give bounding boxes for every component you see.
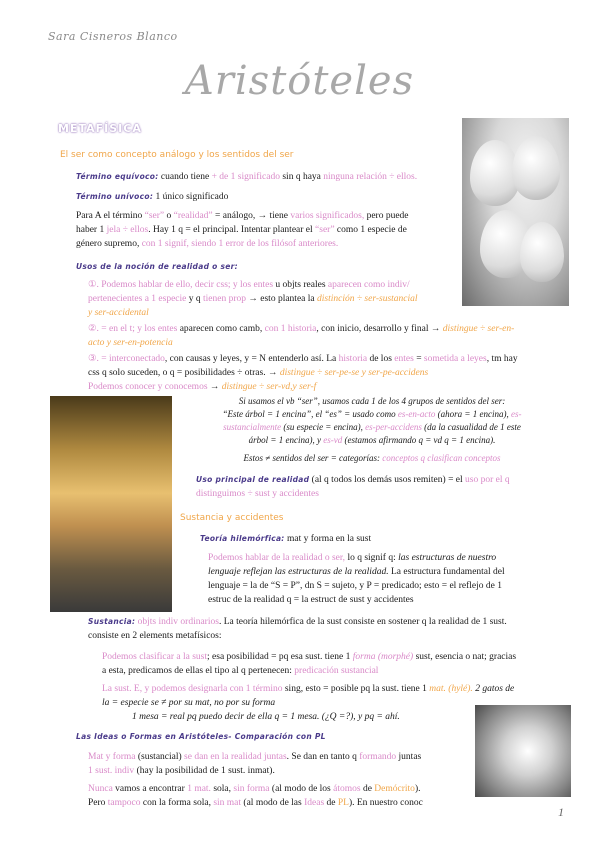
- text: uso por el q: [465, 475, 510, 485]
- uso-1: [88, 278, 460, 320]
- text: Pero: [88, 798, 108, 808]
- text: lenguaje reflejan las estructuras de la realidad.: [208, 567, 389, 577]
- text: de: [360, 784, 375, 794]
- text: La estructura fundamental del: [388, 567, 505, 577]
- text: (al q todos los demás usos remiten) = el: [309, 475, 466, 485]
- nunca-paragraph: [88, 782, 468, 810]
- subheading-sustancia: Sustancia y accidentes: [180, 513, 284, 523]
- text: 2 gatos de: [472, 684, 515, 694]
- text: pero puede: [364, 211, 409, 221]
- text: Estos ≠ sentidos del ser = categorías:: [243, 453, 383, 463]
- text: entes: [157, 324, 178, 334]
- forest-road-photo: [50, 396, 172, 612]
- equivoco-line: [76, 170, 417, 184]
- text: “Este árbol = 1 encina”, el “es” = usado como: [222, 409, 398, 419]
- text: Podemos hablar de la realidad o ser,: [208, 553, 346, 563]
- designar-paragraph: [102, 682, 564, 724]
- text: Mat y forma: [88, 752, 136, 762]
- uso-2: [88, 322, 568, 350]
- text: (da la casualidad de 1 este: [421, 422, 521, 432]
- text: sing, esto = posible pq la sust. tiene 1: [282, 684, 430, 694]
- text: ②. = en el t; y los: [88, 324, 158, 334]
- text: mat y forma en la sust: [284, 534, 372, 544]
- text: es-: [510, 409, 522, 419]
- text: vamos a encontrar: [112, 784, 188, 794]
- text: como 1 especie de: [334, 225, 407, 235]
- text: distingue ÷ ser-pe-se y ser-pe-accidens: [279, 368, 429, 378]
- text: sometida a leyes: [423, 354, 487, 364]
- text: género supremo,: [76, 239, 142, 249]
- text: u objts reales: [273, 280, 328, 290]
- text: Para A el término: [76, 211, 145, 221]
- text: 1 mat.: [187, 784, 211, 794]
- text: pertenecientes a 1 especie: [88, 294, 187, 304]
- text: →: [207, 382, 222, 392]
- text: jela ÷ ellos: [106, 225, 149, 235]
- text: árbol = 1 encina), y: [248, 435, 324, 445]
- text: distinción ÷ ser-sustancial: [316, 294, 418, 304]
- text: conceptos q clasifican conceptos: [382, 453, 501, 463]
- section-heading: METAFÍSICA: [58, 122, 142, 135]
- equivoco-label: Término equívoco:: [76, 172, 159, 181]
- text: Podemos conocer y conocemos: [88, 382, 208, 392]
- text: sola,: [210, 784, 234, 794]
- text: (sustancial): [135, 752, 185, 762]
- text: distinguimos ÷ sust y accidentes: [196, 489, 319, 499]
- text: ).: [414, 784, 421, 794]
- text: Podemos clasificar a la sust: [102, 652, 208, 662]
- text: entes: [394, 354, 414, 364]
- text: o: [164, 211, 174, 221]
- text: objts indiv ordinarios: [135, 617, 219, 627]
- text: tampoco: [107, 798, 141, 808]
- text: entes: [253, 280, 274, 290]
- subheading-sentidos: El ser como concepto análogo y los sentidos del ser: [60, 150, 294, 160]
- text: juntas: [396, 752, 422, 762]
- text: ③. = interconectado: [88, 354, 165, 364]
- text: varios significados,: [290, 211, 365, 221]
- text: 1 mesa = real pq puedo decir de ella q = 1 mesa. (¿Q =?), y pq = ahí.: [132, 712, 400, 722]
- text: las estructuras de nuestro: [398, 553, 497, 563]
- text: a esta, predicamos de ellas el tipo al q pertenecen:: [102, 666, 295, 676]
- text: ; esa posibilidad = pq esa sust. tiene 1: [207, 652, 353, 662]
- text: → esto plantea la: [246, 294, 317, 304]
- text: Demócrito: [374, 784, 415, 794]
- text: 1 único significado: [153, 192, 229, 202]
- text: de: [324, 798, 338, 808]
- uso-3: [88, 352, 568, 394]
- text: . Hay 1 q = el principal. Intentar plantear el: [148, 225, 316, 235]
- text: sin q haya: [279, 172, 324, 182]
- text: designarla con 1 término: [188, 684, 283, 694]
- text: consiste en 2 elements metafísicos:: [88, 631, 222, 641]
- text: se dan en la realidad juntas: [184, 752, 287, 762]
- summary-block: [182, 395, 562, 465]
- text: (ahora = 1 encina),: [435, 409, 511, 419]
- text: formando: [359, 752, 397, 762]
- sustancia-label: Sustancia:: [88, 617, 136, 626]
- text: distingue ÷ ser-en-: [442, 324, 515, 334]
- text: tienen prop: [203, 294, 247, 304]
- text: átomos: [333, 784, 361, 794]
- sustancia-paragraph: [88, 615, 562, 643]
- text: forma (morphé): [352, 652, 414, 662]
- text: PL: [337, 798, 349, 808]
- text: (al modo de los: [269, 784, 334, 794]
- text: historia: [338, 354, 368, 364]
- hilemorfica-paragraph: [208, 551, 560, 607]
- clasificar-paragraph: [102, 650, 564, 678]
- text: (al modo de las: [241, 798, 305, 808]
- text: aparecen como camb,: [177, 324, 265, 334]
- uso-principal-label: Uso principal de realidad: [196, 475, 310, 484]
- uso-principal: [196, 473, 558, 501]
- hilemorfica-line: [200, 532, 371, 546]
- text: es-vd: [323, 435, 343, 445]
- text: “realidad”: [173, 211, 213, 221]
- text: aparecen como indiv/: [327, 280, 410, 290]
- text: cuando tiene: [160, 172, 212, 182]
- text: . Se dan en tanto q: [286, 752, 360, 762]
- text: es-per-accidens: [365, 422, 422, 432]
- text: sin forma: [233, 784, 270, 794]
- text: =: [413, 354, 424, 364]
- text: “ser”: [144, 211, 165, 221]
- text: es-en-acto: [397, 409, 436, 419]
- matforma-paragraph: [88, 750, 460, 778]
- text: . La teoría hilemórfica de la sust consiste en sostener q la realidad de 1 sust.: [218, 617, 507, 627]
- text: con 1 historia: [264, 324, 317, 334]
- usos-label: Usos de la noción de realidad o ser:: [76, 262, 238, 271]
- text: Si usamos el vb “ser”, usamos cada 1 de los 4 grupos de sentidos del ser:: [238, 396, 506, 406]
- text: ). En nuestro conoc: [348, 798, 423, 808]
- text: (hay la posibilidad de 1 sust. inmat).: [134, 766, 275, 776]
- univoco-line: [76, 190, 228, 204]
- text: Nunca: [88, 784, 113, 794]
- eggs-photo: [462, 118, 569, 306]
- text: haber 1: [76, 225, 107, 235]
- text: + de 1 significado: [211, 172, 280, 182]
- text: con la forma sola,: [140, 798, 214, 808]
- text: predicación sustancial: [294, 666, 379, 676]
- hilemorfica-label: Teoría hilemórfica:: [200, 534, 285, 543]
- text: estruc de la realidad q = la estruct de sust y accidentes: [208, 595, 414, 605]
- text: sustancialmente: [223, 422, 282, 432]
- author-signature: Sara Cisneros Blanco: [48, 30, 178, 43]
- text: con 1 signif, siendo 1 error de los filósof anteriores.: [141, 239, 339, 249]
- text: (estamos afirmando q = vd q = 1 encina).: [342, 435, 496, 445]
- text: mat. (hylé).: [429, 684, 473, 694]
- analogo-paragraph: [76, 209, 456, 251]
- text: css q solo suceden, o q = posibilidades ÷ otras. →: [88, 368, 280, 378]
- text: , con inicio, desarrollo y final →: [316, 324, 443, 334]
- text: y q: [186, 294, 203, 304]
- text: “ser”: [315, 225, 335, 235]
- text: lenguaje = la de “S = P”, dn S = sujeto, y P = predicado; esto = el reflejo de 1: [208, 581, 502, 591]
- text: lo q signif q:: [345, 553, 399, 563]
- text: , con causas y leyes, y = N entenderlo así. La: [164, 354, 339, 364]
- text: 1 sust. indiv: [88, 766, 135, 776]
- text: Ideas: [304, 798, 325, 808]
- page-title: Aristóteles: [184, 58, 415, 104]
- univoco-label: Término unívoco:: [76, 192, 154, 201]
- ideas-label: Las Ideas o Formas en Aristóteles- Comparación con PL: [76, 732, 326, 741]
- text: , tm hay: [486, 354, 518, 364]
- text: = análogo, → tiene: [212, 211, 291, 221]
- text: distingue ÷ ser-vd,y ser-f: [221, 382, 317, 392]
- text: sust, esencia o nat; gracias: [413, 652, 517, 662]
- text: ①. Podemos hablar de ello, decir css; y los: [88, 280, 254, 290]
- text: y ser-accidental: [88, 308, 149, 318]
- text: sin mat: [213, 798, 242, 808]
- text: La sust. E, y podemos: [102, 684, 189, 694]
- text: la = especie se ≠ por su mat, no por su forma: [102, 698, 276, 708]
- text: acto y ser-en-potencia: [88, 338, 173, 348]
- text: (su especie = encina),: [281, 422, 366, 432]
- text: de los: [367, 354, 395, 364]
- text: ninguna relación ÷ ellos.: [323, 172, 418, 182]
- page-number: 1: [558, 805, 564, 819]
